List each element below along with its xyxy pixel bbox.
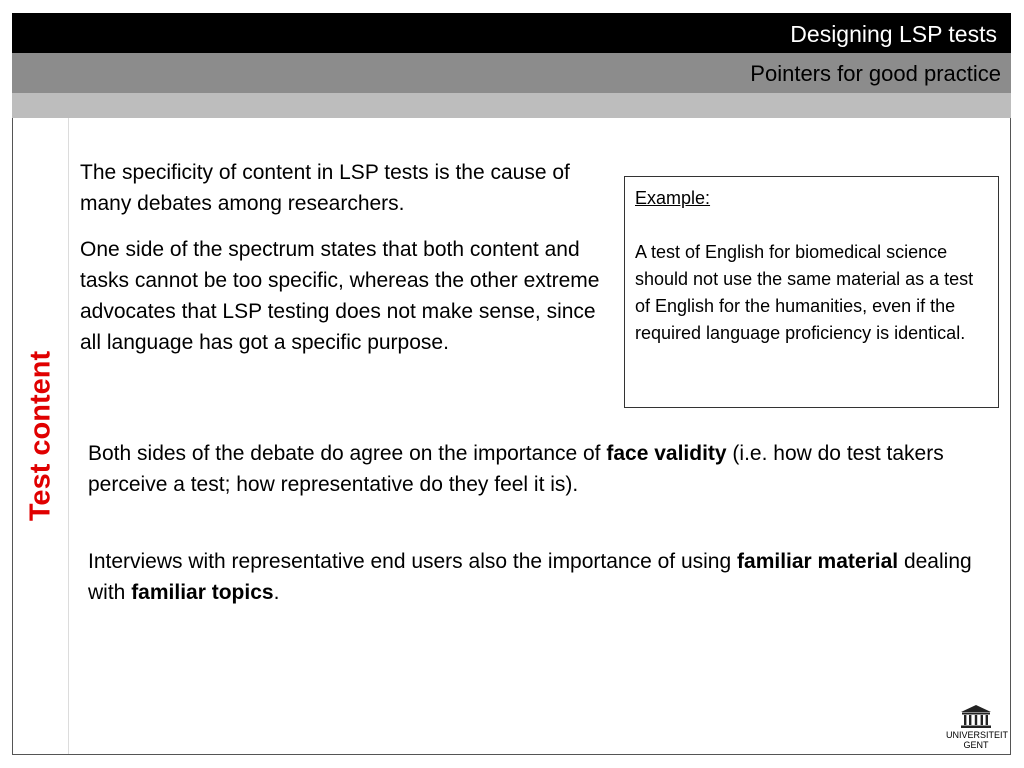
- bold-term-face-validity: face validity: [606, 442, 727, 465]
- bold-term-familiar-material: familiar material: [737, 550, 899, 573]
- text-run: (i.e. how do test takers perceive a test; how representative do they feel it is).: [88, 442, 944, 496]
- logo-text-line1: UNIVERSITEIT: [946, 730, 1009, 740]
- example-body: A test of English for biomedical science should not use the same material as a test of English for the humanities, even if the required language proficiency is identical.: [635, 242, 974, 343]
- text-run: Both sides of the debate do agree on the importance of: [88, 442, 607, 465]
- header-divider-bar: [12, 93, 1011, 118]
- slide-title: Designing LSP tests: [12, 13, 1011, 53]
- example-title: Example:: [635, 188, 711, 208]
- bold-term-familiar-topics: familiar topics: [131, 581, 274, 604]
- text-run: Interviews with representative end users also the importance of using: [88, 550, 738, 573]
- paragraph-spectrum: One side of the spectrum states that both content and tasks cannot be too specific, whereas the other extreme advocates that LSP testing does not make sense, since all language has got a specific purpose.: [80, 238, 600, 354]
- paragraph-face-validity: [88, 438, 988, 500]
- example-box: [624, 176, 999, 408]
- section-label: Test content: [24, 350, 57, 522]
- slide-subtitle: Pointers for good practice: [12, 53, 1011, 93]
- logo-text-line2: GENT: [963, 740, 989, 750]
- university-logo: [946, 704, 1009, 762]
- paragraph-familiar-material: [88, 546, 988, 608]
- text-run: dealing with: [88, 550, 972, 604]
- paragraph-specificity: The specificity of content in LSP tests is the cause of many debates among researchers.: [80, 161, 570, 215]
- text-run: .: [273, 581, 280, 604]
- university-building-icon: [959, 704, 993, 730]
